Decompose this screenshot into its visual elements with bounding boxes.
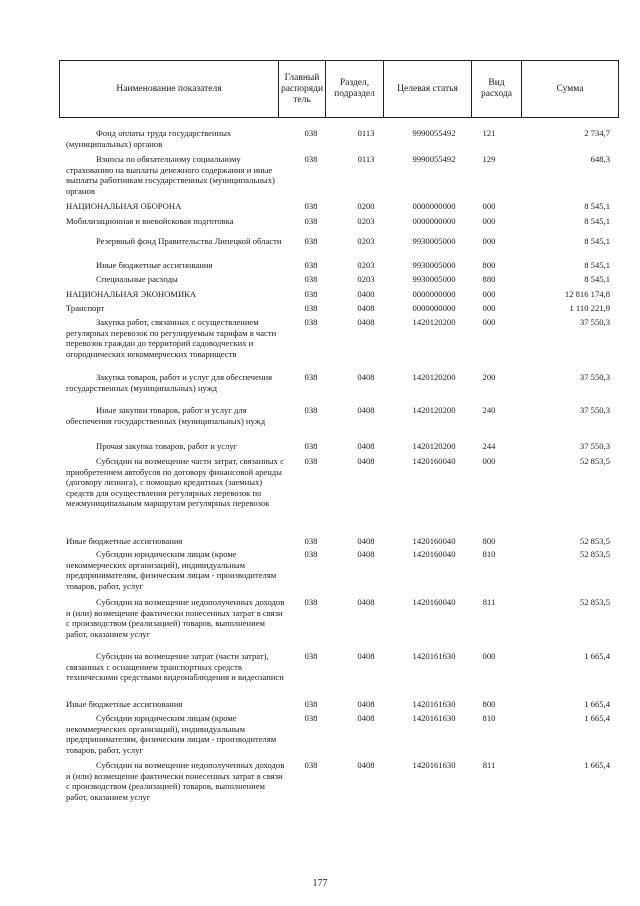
row-vid: 800 [482,536,496,546]
row-name: Мобилизационная и вневойсковая подготовка [66,216,234,226]
row-name: Фонд оплаты труда государственных (муниципальных) органов [66,128,232,149]
row-razdel: 0408 [357,713,375,723]
row-glavny: 038 [304,236,318,246]
row-vid: 800 [482,260,496,270]
row-sum: 1 665,4 [584,651,610,661]
row-sum: 8 545,1 [584,216,610,226]
row-glavny: 038 [304,372,318,382]
row-glavny: 038 [304,289,318,299]
row-vid: 000 [482,303,496,313]
row-glavny: 038 [304,456,318,466]
row-vid: 244 [482,441,496,451]
row-razdel: 0408 [357,536,375,546]
row-target: 0000000000 [412,216,456,226]
row-razdel: 0113 [357,154,375,164]
row-name: Иные закупки товаров, работ и услуг для обеспечения государственных (муниципальных) нужд [66,405,266,426]
row-glavny: 038 [304,128,318,138]
row-target: 9990055492 [412,154,456,164]
row-razdel: 0408 [357,699,375,709]
row-sum: 1 665,4 [584,699,610,709]
row-target: 1420120200 [412,372,456,382]
row-glavny: 038 [304,317,318,327]
row-name: Субсидии юридическим лицам (кроме некоммерческих организаций), индивидуальным предпринимателям, физическим лицам - производителям товаров, работ, услуг [66,549,277,591]
row-sum: 2 734,7 [584,128,610,138]
row-sum: 37 550,3 [579,405,610,415]
row-vid: 000 [482,236,496,246]
row-glavny: 038 [304,201,318,211]
row-sum: 37 550,3 [579,317,610,327]
row-razdel: 0408 [357,441,375,451]
row-vid: 880 [482,274,496,284]
row-razdel: 0203 [357,236,375,246]
row-name: Субсидии на возмещение части затрат, связанных с приобретением автобусов по договору финансовой аренды (договору лизинга), с помощью кредитных (заемных) средств для осуществления регулярных перевозок по межмуниципальным маршрутам регулярных перевозок [66,456,284,508]
row-razdel: 0203 [357,216,375,226]
row-target: 1420160040 [412,597,456,607]
row-razdel: 0200 [357,201,375,211]
row-sum: 37 550,3 [579,441,610,451]
row-sum: 1 665,4 [584,760,610,770]
page-number: 177 [312,878,328,889]
row-name: Субсидии юридическим лицам (кроме некоммерческих организаций), индивидуальным предпринимателям, физическим лицам - производителям товаров, работ, услуг [66,713,277,755]
row-target: 1420120200 [412,317,456,327]
row-vid: 811 [482,760,496,770]
row-glavny: 038 [304,441,318,451]
row-razdel: 0408 [357,760,375,770]
row-sum: 648,3 [590,154,610,164]
row-target: 1420161630 [412,651,456,661]
row-name: Субсидии на возмещение затрат (части затрат), связанных с оснащением транспортных средств техническими средствами видеонаблюдения и видеозаписи [66,651,284,682]
row-target: 9930005000 [412,236,456,246]
row-target: 9930005000 [412,274,456,284]
row-sum: 52 853,5 [579,597,610,607]
row-vid: 000 [482,456,496,466]
row-target: 0000000000 [412,303,456,313]
row-razdel: 0203 [357,260,375,270]
row-razdel: 0203 [357,274,375,284]
row-glavny: 038 [304,216,318,226]
row-glavny: 038 [304,760,318,770]
row-razdel: 0408 [357,651,375,661]
row-vid: 000 [482,289,496,299]
row-glavny: 038 [304,549,318,559]
row-razdel: 0408 [357,317,375,327]
row-razdel: 0408 [357,303,375,313]
row-glavny: 038 [304,713,318,723]
row-target: 1420161630 [412,760,456,770]
row-sum: 12 816 174,8 [564,289,610,299]
row-target: 9930005000 [412,260,456,270]
row-name: Иные бюджетные ассигнования [96,260,213,270]
row-razdel: 0400 [357,289,375,299]
row-target: 1420160040 [412,549,456,559]
header-vid: Вид расхода [472,61,522,117]
row-vid: 000 [482,201,496,211]
row-target: 0000000000 [412,289,456,299]
header-target: Целевая статья [384,61,472,117]
row-name: Субсидии на возмещение недополученных доходов и (или) возмещение фактически понесенных затрат в связи с производством (реализацией) товаров, выполнением работ, оказанием услуг [66,760,285,802]
row-name: Субсидии на возмещение недополученных доходов и (или) возмещение фактически понесенных затрат в связи с производством (реализацией) товаров, выполнением работ, оказанием услуг [66,597,285,639]
row-razdel: 0113 [357,128,375,138]
row-sum: 52 853,5 [579,456,610,466]
row-glavny: 038 [304,405,318,415]
row-sum: 52 853,5 [579,549,610,559]
row-name: Специальные расходы [96,274,178,284]
row-vid: 240 [482,405,496,415]
header-glavny: Главный распоряди тель [279,61,326,117]
row-razdel: 0408 [357,456,375,466]
row-glavny: 038 [304,303,318,313]
row-target: 1420161630 [412,699,456,709]
row-target: 1420120200 [412,405,456,415]
row-vid: 810 [482,549,496,559]
row-name: НАЦИОНАЛЬНАЯ ОБОРОНА [66,201,182,211]
row-razdel: 0408 [357,549,375,559]
row-vid: 811 [482,597,496,607]
row-name: Иные бюджетные ассигнования [66,699,183,709]
row-vid: 000 [482,317,496,327]
row-vid: 000 [482,651,496,661]
table-header [59,60,619,118]
row-sum: 1 665,4 [584,713,610,723]
row-vid: 000 [482,216,496,226]
row-target: 9990055492 [412,128,456,138]
row-vid: 800 [482,699,496,709]
row-name: НАЦИОНАЛЬНАЯ ЭКОНОМИКА [66,289,197,299]
row-target: 1420160040 [412,536,456,546]
row-glavny: 038 [304,536,318,546]
row-sum: 1 110 221,9 [569,303,610,313]
header-name: Наименование показателя [60,61,279,117]
row-razdel: 0408 [357,372,375,382]
row-name: Иные бюджетные ассигнования [66,536,183,546]
row-sum: 8 545,1 [584,274,610,284]
row-razdel: 0408 [357,597,375,607]
row-sum: 8 545,1 [584,260,610,270]
row-sum: 8 545,1 [584,201,610,211]
row-name: Взносы по обязательному социальному страхованию на выплаты денежного содержания и иные выплаты работникам государственных (муниципальных) органов [66,154,275,196]
row-sum: 52 853,5 [579,536,610,546]
row-target: 1420120200 [412,441,456,451]
row-glavny: 038 [304,597,318,607]
row-glavny: 038 [304,154,318,164]
row-name: Закупка работ, связанных с осуществлением регулярных перевозок по регулируемым тарифам в части перевозок граждан до территорий садоводческих и огороднических некоммерческих товариществ [66,317,277,359]
header-razdel: Раздел, подраздел [326,61,384,117]
row-vid: 200 [482,372,496,382]
row-name: Резервный фонд Правительства Липецкой области [96,236,282,246]
row-target: 1420160040 [412,456,456,466]
row-sum: 8 545,1 [584,236,610,246]
row-razdel: 0408 [357,405,375,415]
row-name: Прочая закупка товаров, работ и услуг [96,441,238,451]
header-sum: Сумма [556,83,584,94]
row-target: 1420161630 [412,713,456,723]
row-name: Закупка товаров, работ и услуг для обеспечения государственных (муниципальных) нужд [66,372,273,393]
row-glavny: 038 [304,274,318,284]
row-vid: 129 [482,154,496,164]
row-glavny: 038 [304,651,318,661]
row-target: 0000000000 [412,201,456,211]
row-vid: 810 [482,713,496,723]
row-glavny: 038 [304,260,318,270]
row-vid: 121 [482,128,496,138]
row-name: Транспорт [66,303,105,313]
row-sum: 37 550,3 [579,372,610,382]
row-glavny: 038 [304,699,318,709]
